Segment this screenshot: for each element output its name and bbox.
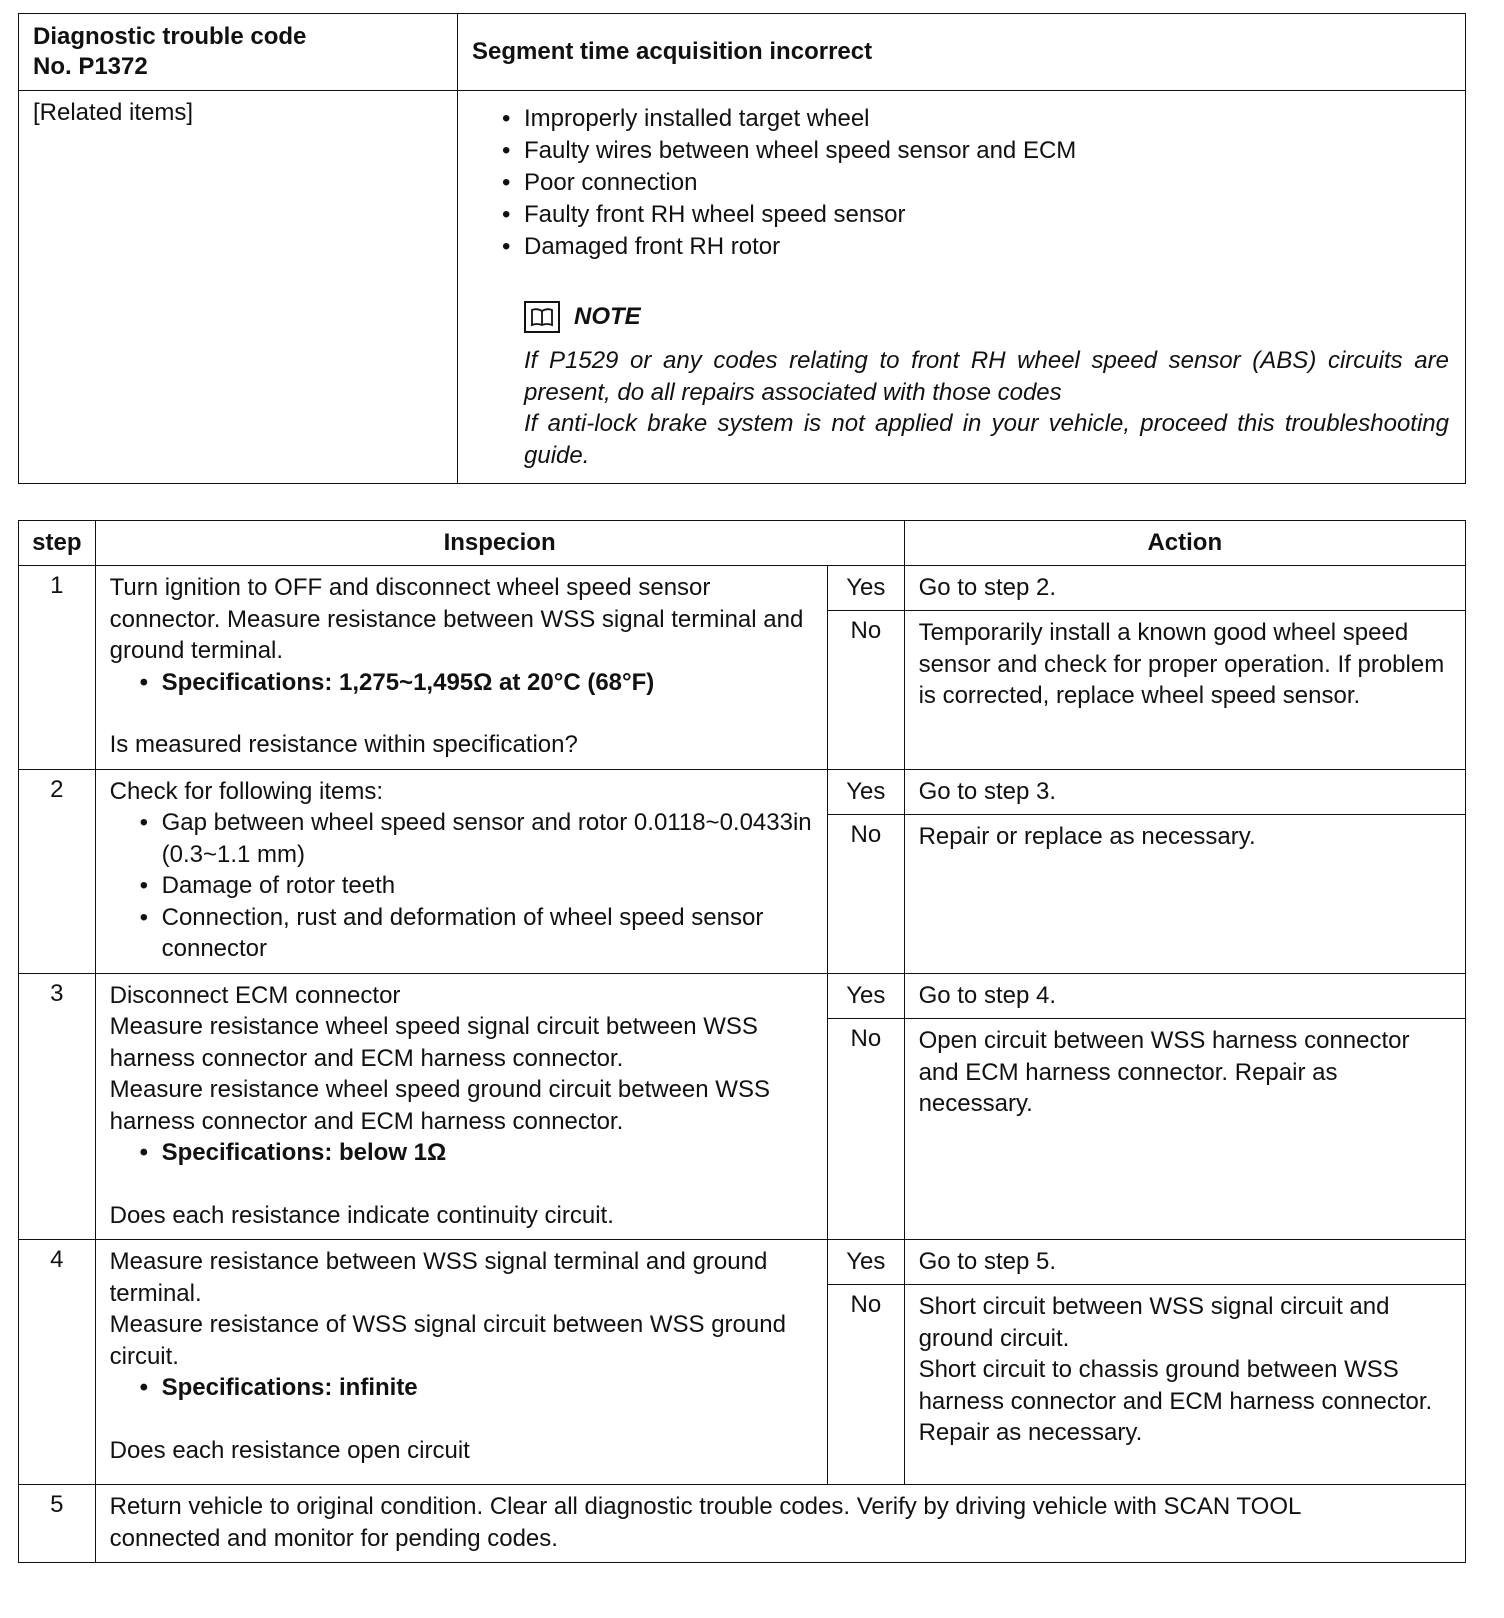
step-inspection	[95, 566, 827, 770]
dtc-info-table	[18, 13, 1466, 484]
step-number: 5	[19, 1485, 96, 1563]
yes-action: Go to step 2.	[904, 566, 1465, 611]
step-number: 1	[19, 566, 96, 770]
yes-label: Yes	[828, 566, 905, 611]
dtc-code-cell	[19, 14, 458, 91]
step-number: 2	[19, 769, 96, 973]
no-label: No	[828, 815, 905, 973]
spec-list	[110, 667, 815, 699]
inspection-text: Check for following items:	[109, 777, 384, 805]
related-item: • Poor connection	[524, 167, 1451, 199]
check-item: • Damage of rotor teeth	[162, 870, 815, 902]
note-text	[524, 345, 1451, 471]
note-line: If P1529 or any codes relating to front RH wheel speed sensor (ABS) circuits are present, do all repairs associated with those codes	[524, 347, 1449, 406]
note-line: If anti-lock brake system is not applied in your vehicle, proceed this troubleshooting guide.	[524, 410, 1449, 469]
book-icon	[524, 301, 560, 333]
yes-label: Yes	[828, 769, 905, 815]
note-heading	[524, 297, 1451, 337]
related-label: [Related items]	[19, 91, 458, 484]
no-action-line: Repair as necessary.	[918, 1419, 1143, 1446]
col-header-inspection: Inspecion	[95, 521, 904, 566]
dtc-title: Segment time acquisition incorrect	[458, 14, 1466, 91]
spec-list	[110, 1137, 815, 1169]
step-number: 3	[19, 973, 96, 1240]
related-item: • Improperly installed target wheel	[524, 103, 1451, 135]
step-number: 4	[19, 1240, 96, 1485]
inspection-question: Does each resistance indicate continuity circuit.	[109, 1201, 614, 1229]
no-action	[904, 1285, 1465, 1485]
related-item: • Faulty wires between wheel speed sensor and ECM	[524, 135, 1451, 167]
troubleshooting-steps-table	[18, 520, 1466, 1563]
yes-action: Go to step 3.	[904, 769, 1465, 815]
yes-action: Go to step 5.	[904, 1240, 1465, 1285]
related-item: • Damaged front RH rotor	[524, 231, 1451, 263]
inspection-text: Disconnect ECM connector	[109, 981, 401, 1009]
inspection-text: Measure resistance of WSS signal circuit between WSS ground circuit.	[109, 1311, 786, 1370]
inspection-question: Is measured resistance within specification?	[109, 731, 578, 758]
inspection-text: Measure resistance wheel speed signal circuit between WSS harness connector and ECM harness connector.	[109, 1013, 758, 1072]
related-items-cell	[458, 91, 1466, 484]
spec-list	[110, 1372, 815, 1404]
no-action: Temporarily install a known good wheel speed sensor and check for proper operation. If problem is corrected, replace wheel speed sensor.	[904, 611, 1465, 769]
check-list	[110, 807, 815, 965]
inspection-text: Turn ignition to OFF and disconnect wheel speed sensor connector. Measure resistance between WSS signal terminal and ground terminal.	[109, 574, 804, 664]
dtc-label: Diagnostic trouble code	[33, 23, 307, 50]
specification: • Specifications: infinite	[162, 1372, 815, 1404]
step-inspection: Return vehicle to original condition. Clear all diagnostic trouble codes. Verify by driving vehicle with SCAN TOOL connected and monitor for pending codes.	[95, 1485, 1465, 1563]
check-item: • Connection, rust and deformation of wheel speed sensor connector	[162, 902, 815, 965]
col-header-action: Action	[904, 521, 1465, 566]
no-action-line: Short circuit between WSS signal circuit and ground circuit.	[918, 1293, 1390, 1352]
inspection-question: Does each resistance open circuit	[109, 1436, 470, 1464]
yes-label: Yes	[828, 973, 905, 1019]
no-action: Repair or replace as necessary.	[904, 815, 1465, 973]
inspection-text: Measure resistance between WSS signal terminal and ground terminal.	[109, 1248, 768, 1307]
step-inspection	[95, 769, 827, 973]
no-label: No	[828, 1285, 905, 1485]
inspection-text: Measure resistance wheel speed ground circuit between WSS harness connector and ECM harness connector.	[109, 1076, 770, 1135]
no-action-line: Short circuit to chassis ground between WSS harness connector and ECM harness connector.	[918, 1356, 1433, 1415]
note-box	[524, 297, 1451, 471]
no-action: Open circuit between WSS harness connector and ECM harness connector. Repair as necessary.	[904, 1019, 1465, 1240]
note-label: NOTE	[574, 303, 641, 330]
step-inspection	[95, 973, 827, 1240]
related-item: • Faulty front RH wheel speed sensor	[524, 199, 1451, 231]
dtc-number: No. P1372	[33, 53, 148, 80]
step-inspection	[95, 1240, 827, 1485]
specification: • Specifications: below 1Ω	[162, 1137, 815, 1169]
yes-action: Go to step 4.	[904, 973, 1465, 1019]
check-item: • Gap between wheel speed sensor and rotor 0.0118~0.0433in (0.3~1.1 mm)	[162, 807, 815, 870]
no-label: No	[828, 1019, 905, 1240]
yes-label: Yes	[828, 1240, 905, 1285]
col-header-step: step	[19, 521, 96, 566]
specification: • Specifications: 1,275~1,495Ω at 20°C (68°F)	[162, 667, 815, 699]
no-label: No	[828, 611, 905, 769]
related-items-list	[472, 103, 1451, 263]
